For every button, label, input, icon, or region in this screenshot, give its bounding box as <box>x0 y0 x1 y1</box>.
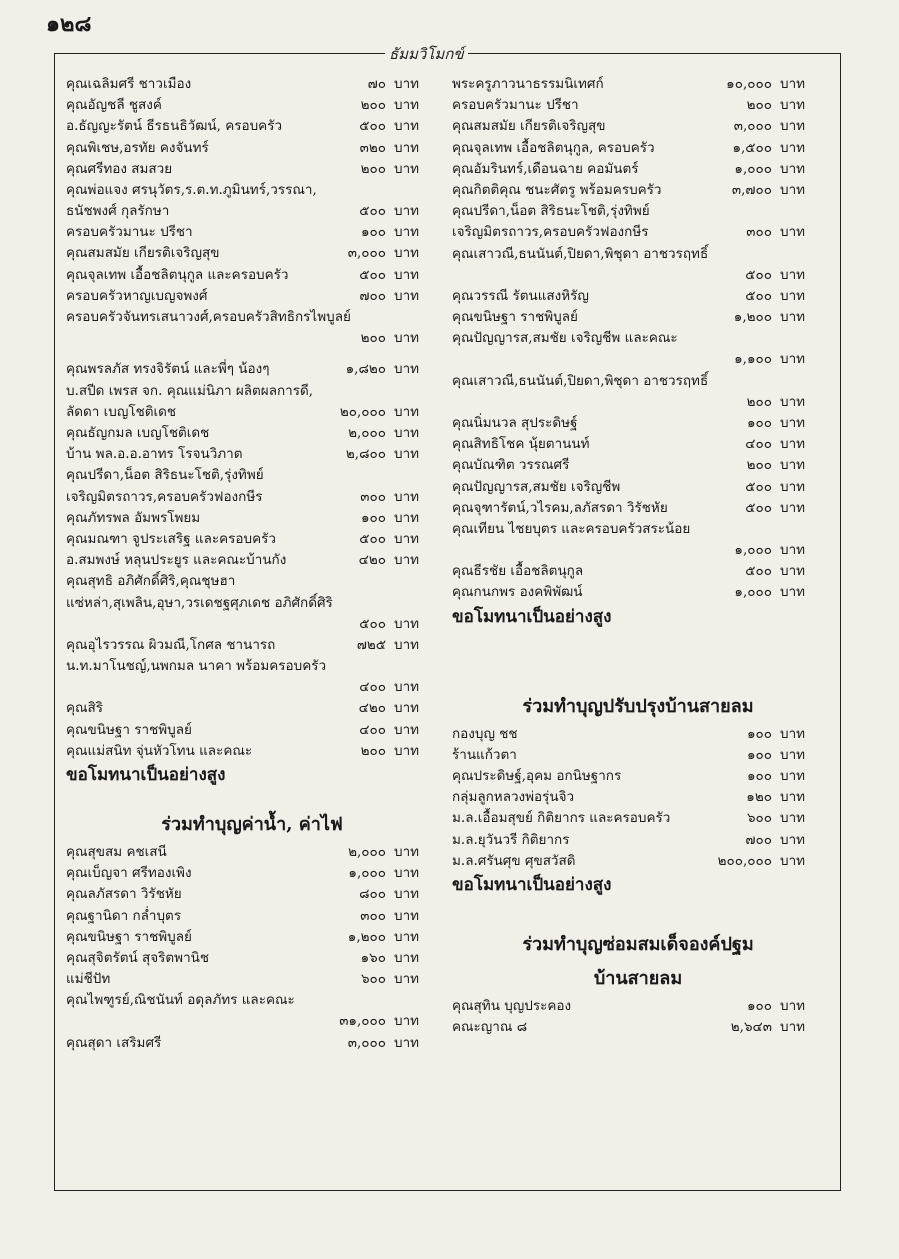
donor-amount: ๑๐๐ <box>746 746 772 763</box>
donor-amount: ๔๒๐ <box>358 552 386 569</box>
donor-name: ม.ล.ศรันศุข ศุขสวัสดิ <box>452 852 576 869</box>
donor-name-line: คุณปัญญารส,สมชัย เจริญชีพ และคณะ <box>452 330 678 347</box>
donor-name: อ.สมพงษ์ หลุนประยูร และคณะบ้านกัง <box>66 552 287 569</box>
currency-unit: บาท <box>780 436 806 453</box>
donor-amount: ๕๐๐ <box>359 203 386 220</box>
donor-name-line: คุณไพฑูรย์,ณิชนันท์ อดุลภัทร และคณะ <box>66 992 295 1009</box>
donor-row <box>66 74 438 95</box>
section-title: ร่วมทำบุญซ่อมสมเด็จองค์ปฐม <box>522 934 754 955</box>
currency-unit: บาท <box>780 789 806 806</box>
donor-row <box>452 1017 824 1038</box>
donor-row <box>452 307 824 328</box>
donor-amount: ๗๐๐ <box>745 831 772 848</box>
donor-row <box>452 766 824 787</box>
donor-name: คุณสิทธิโชค นุ้ยตานนท์ <box>452 436 590 453</box>
donor-amount: ๑,๐๐๐ <box>734 542 772 559</box>
currency-unit: บาท <box>394 865 420 882</box>
donor-amount: ๖๐๐ <box>746 810 772 827</box>
donor-name: คุณนิ่มนวล สุประดิษฐ์ <box>452 414 578 431</box>
donor-row <box>66 423 438 444</box>
donor-amount: ๑,๒๐๐ <box>347 928 386 945</box>
donor-amount: ๒๐๐ <box>746 97 772 114</box>
donor-name: คุณกนกพร องคพิพัฒน์ <box>452 584 583 601</box>
currency-unit: บาท <box>394 403 420 420</box>
donor-name: ครอบครัวมานะ ปรีชา <box>66 224 193 241</box>
donor-name-line: คุณสุทธิ อภิศักดิ์ศิริ,คุณชุษฮา <box>66 573 236 590</box>
donor-row <box>452 745 824 766</box>
donor-amount: ๑,๒๐๐ <box>733 309 772 326</box>
donor-name-line: ครอบครัวจันทรเสนาวงศ์,ครอบครัวสิทธิกรไพบูลย์ <box>66 309 351 326</box>
donor-list <box>66 842 438 990</box>
donor-row <box>452 434 824 455</box>
donor-row <box>452 830 824 851</box>
donor-amount: ๑๐๐ <box>746 997 772 1014</box>
donor-name: คุณสุขสม คชเสนี <box>66 843 167 860</box>
donation-frame <box>54 53 841 1191</box>
donor-row <box>66 842 438 863</box>
currency-unit: บาท <box>780 997 806 1014</box>
currency-unit: บาท <box>394 266 420 283</box>
donor-name: คุณวรรณี รัตนแสงหิรัญ <box>452 287 589 304</box>
currency-unit: บาท <box>780 118 806 135</box>
currency-unit: บาท <box>780 351 806 368</box>
donor-name: คุณลภัสรดา วิรัชหัย <box>66 886 182 903</box>
donor-row <box>452 222 824 243</box>
donor-amount: ๕๐๐ <box>745 287 772 304</box>
donor-amount: ๓,๗๐๐ <box>731 181 772 198</box>
donor-amount: ๓๐๐ <box>360 488 386 505</box>
currency-unit: บาท <box>780 746 806 763</box>
donor-name: คุณกิตติคุณ ชนะศัตรู พร้อมครบครัว <box>452 181 662 198</box>
donor-row <box>66 95 438 116</box>
journal-title: ธัมมวิโมกข์ <box>385 42 468 66</box>
donor-amount: ๒,๐๐๐ <box>348 424 386 441</box>
donor-row <box>452 138 824 159</box>
donor-row <box>66 265 438 286</box>
donor-name: คุณสมสมัย เกียรติเจริญสุข <box>452 118 606 135</box>
currency-unit: บาท <box>780 287 806 304</box>
donor-amount: ๒๐๐ <box>360 97 386 114</box>
donor-name: คุณอัญชลี ชูสงค์ <box>66 97 162 114</box>
donor-amount: ๓๒๐ <box>359 139 386 156</box>
donor-amount: ๔๐๐ <box>359 679 386 696</box>
donor-row <box>452 265 824 286</box>
donor-name: บ้าน พล.อ.อ.อาทร โรจนวิภาต <box>66 446 243 463</box>
page-number: ๑๒๘ <box>46 11 92 37</box>
donor-amount: ๒๐๐ <box>360 160 386 177</box>
donor-amount: ๓,๐๐๐ <box>733 118 772 135</box>
donor-name: แม่ชีปัท <box>66 971 111 988</box>
donor-amount: ๒๐๐ <box>746 393 772 410</box>
donor-name-line: คุณปรีดา,น็อต สิริธนะโชติ,รุ่งทิพย์ <box>452 203 650 220</box>
donor-name: กองบุญ ชช <box>452 725 518 742</box>
currency-unit: บาท <box>394 287 420 304</box>
currency-unit: บาท <box>394 742 420 759</box>
donor-name: คุณแม่สนิท จุ่นหัวโทน และคณะ <box>66 742 253 759</box>
donor-name-line: แซ่หล่า,สุเพลิน,อุษา,วรเดชฐศุภเดช อภิศักดิ์ศิริ <box>66 594 333 611</box>
currency-unit: บาท <box>394 118 420 135</box>
donor-amount: ๑๐๐ <box>746 414 772 431</box>
donor-name: คุณขนิษฐา ราชพิบูลย์ <box>66 928 192 945</box>
currency-unit: บาท <box>394 679 420 696</box>
donor-row <box>452 583 824 604</box>
donor-amount: ๕๐๐ <box>359 530 386 547</box>
currency-unit: บาท <box>780 309 806 326</box>
donor-row <box>452 180 824 201</box>
donor-amount: ๔๒๐ <box>358 700 386 717</box>
donor-amount: ๕๐๐ <box>745 478 772 495</box>
donor-row <box>66 698 438 719</box>
donor-amount: ๘๐๐ <box>359 886 386 903</box>
donor-name: คุณพรลภัส ทรงจิรัตน์ และพี่ๆ น้องๆ <box>66 361 270 378</box>
donor-row <box>66 948 438 969</box>
donor-row <box>452 95 824 116</box>
currency-unit: บาท <box>780 181 806 198</box>
donor-row <box>66 863 438 884</box>
donor-amount: ๒๐๐ <box>746 457 772 474</box>
donor-row <box>452 540 824 561</box>
donor-name-line: คุณปรีดา,น็อต สิริธนะโชติ,รุ่งทิพย์ <box>66 467 264 484</box>
section-title: ร่วมทำบุญปรับปรุงบ้านสายลม <box>522 695 754 717</box>
donor-list <box>66 508 438 572</box>
section-subtitle: บ้านสายลม <box>593 968 683 989</box>
donor-row <box>452 851 824 872</box>
donor-amount: ๒๐๐ <box>360 330 386 347</box>
right-column <box>452 74 824 1038</box>
donor-row <box>66 159 438 180</box>
donor-name-line: คุณเสาวณี,ธนนันต์,ปิยดา,พิชุดา อาชวรฤทธิ์ <box>452 372 709 389</box>
donor-row <box>66 138 438 159</box>
donor-name: คุณเบ็ญจา ศรีทองเพิง <box>66 865 192 882</box>
currency-unit: บาท <box>780 266 806 283</box>
donor-name: คุณสุดา เสริมศรี <box>66 1034 162 1051</box>
donor-row <box>452 996 824 1017</box>
currency-unit: บาท <box>394 843 420 860</box>
donor-list <box>452 286 824 328</box>
thanks-heading: ขอโมทนาเป็นอย่างสูง <box>66 765 226 785</box>
donor-row <box>66 529 438 550</box>
currency-unit: บาท <box>780 584 806 601</box>
donor-amount: ๖๐๐ <box>360 971 386 988</box>
donor-list <box>66 222 438 307</box>
donor-name: คุณพิเชษ,อรทัย คงจันทร์ <box>66 139 209 156</box>
donor-name: คุณอุไรวรรณ ผิวมณี,โกศล ชานารถ <box>66 636 276 653</box>
currency-unit: บาท <box>394 949 420 966</box>
currency-unit: บาท <box>780 499 806 516</box>
donor-list <box>452 413 824 519</box>
donor-amount: ๑,๐๐๐ <box>348 865 386 882</box>
donor-row <box>452 455 824 476</box>
donor-name: คุณศรีทอง สมสวย <box>66 160 173 177</box>
currency-unit: บาท <box>394 907 420 924</box>
currency-unit: บาท <box>780 831 806 848</box>
donor-row <box>66 741 438 762</box>
currency-unit: บาท <box>394 721 420 738</box>
donor-amount: ๒,๘๐๐ <box>345 446 386 463</box>
donor-name-line: คุณพ่อแจง ศรนุวัตร,ร.ต.ท.ภูมินทร์,วรรณา, <box>66 181 317 198</box>
donor-name: คุณปัญญารส,สมชัย เจริญชีพ <box>452 478 621 495</box>
donor-row <box>66 201 438 222</box>
currency-unit: บาท <box>780 97 806 114</box>
donor-row <box>452 159 824 180</box>
donor-list <box>452 724 824 872</box>
donor-amount: ๒๐๐,๐๐๐ <box>717 852 772 869</box>
donor-amount: ๕๐๐ <box>745 499 772 516</box>
donor-name: คณะญาณ ๘ <box>452 1019 528 1036</box>
currency-unit: บาท <box>394 509 420 526</box>
donor-row <box>66 677 438 698</box>
donor-name: ครอบครัวมานะ ปรีชา <box>452 97 579 114</box>
currency-unit: บาท <box>780 478 806 495</box>
left-column <box>66 74 438 1054</box>
donor-name: เจริญมิตรถาวร,ครอบครัวฟองกษีร <box>452 224 649 241</box>
donor-row <box>452 477 824 498</box>
donor-name: คุณจุลเทพ เอื้อชลิตนุกูล, ครอบครัว <box>452 139 655 156</box>
donor-row <box>66 1033 438 1054</box>
currency-unit: บาท <box>394 636 420 653</box>
donor-name: คุณสุจิตรัตน์ สุจริตพานิช <box>66 949 210 966</box>
donor-amount: ๕๐๐ <box>359 118 386 135</box>
donor-name: คุณประดิษฐ์,อุคม อกนิษฐากร <box>452 768 622 785</box>
currency-unit: บาท <box>394 615 420 632</box>
donor-row <box>66 286 438 307</box>
donor-list <box>66 423 438 465</box>
donor-name: คุณธัญกมล เบญโชติเดช <box>66 424 210 441</box>
donor-row <box>66 884 438 905</box>
donor-row <box>452 561 824 582</box>
donor-name: คุณมณฑา จูประเสริฐ และครอบครัว <box>66 530 276 547</box>
donor-amount: ๑๐,๐๐๐ <box>726 75 772 92</box>
currency-unit: บาท <box>394 424 420 441</box>
thanks-heading: ขอโมทนาเป็นอย่างสูง <box>452 606 612 627</box>
currency-unit: บาท <box>780 768 806 785</box>
donor-name: พระครูภาวนาธรรมนิเทศก์ <box>452 75 604 92</box>
donor-name: คุณภัทรพล อัมพรโพยม <box>66 509 201 526</box>
donor-list <box>66 74 438 180</box>
donor-amount: ๗๐๐ <box>359 287 386 304</box>
donor-amount: ๒๐๐ <box>360 742 386 759</box>
currency-unit: บาท <box>394 446 420 463</box>
currency-unit: บาท <box>394 97 420 114</box>
donor-name: กลุ่มลูกหลวงพ่อรุ่นจิว <box>452 789 575 806</box>
donor-amount: ๓,๐๐๐ <box>347 1034 386 1051</box>
currency-unit: บาท <box>780 725 806 742</box>
currency-unit: บาท <box>394 139 420 156</box>
currency-unit: บาท <box>394 330 420 347</box>
donor-row <box>66 116 438 137</box>
donor-amount: ๒,๖๔๓ <box>730 1019 772 1036</box>
donor-name: ธนัชพงศ์ กุลรักษา <box>66 203 170 220</box>
donor-name: เจริญมิตรถาวร,ครอบครัวฟองกษีร <box>66 488 263 505</box>
donor-name: คุณฐานิดา กล่ำบุตร <box>66 907 182 924</box>
donor-name-line: คุณเทียน ไชยบุตร และครอบครัวสระน้อย <box>452 520 691 537</box>
donor-name: ม.ล.เอื้อมสุขย์ กิติยากร และครอบครัว <box>452 810 671 827</box>
donor-name-line: น.ท.มาโนชญ์,นพกมล นาคา พร้อมครอบครัว <box>66 658 327 675</box>
donor-list <box>452 996 824 1038</box>
currency-unit: บาท <box>780 542 806 559</box>
donor-amount: ๒๐,๐๐๐ <box>339 403 386 420</box>
currency-unit: บาท <box>780 224 806 241</box>
currency-unit: บาท <box>780 414 806 431</box>
currency-unit: บาท <box>394 700 420 717</box>
donor-row <box>66 550 438 571</box>
donor-row <box>452 286 824 307</box>
donor-row <box>452 74 824 95</box>
donor-amount: ๑,๑๐๐ <box>734 351 772 368</box>
section-title: ร่วมทำบุญค่าน้ำ, ค่าไฟ <box>161 814 343 835</box>
donor-amount: ๗๒๕ <box>356 636 386 653</box>
currency-unit: บาท <box>394 488 420 505</box>
donor-amount: ๕๐๐ <box>745 563 772 580</box>
donor-amount: ๕๐๐ <box>359 615 386 632</box>
donor-amount: ๓๐๐ <box>746 224 772 241</box>
donor-amount: ๓,๐๐๐ <box>347 245 386 262</box>
donor-name: คุณบัณฑิต วรรณศรี <box>452 457 570 474</box>
donor-list <box>452 74 824 201</box>
donor-name: คุณธีรชัย เอื้อชลิตนุกูล <box>452 563 584 580</box>
donor-row <box>66 244 438 265</box>
donor-row <box>66 487 438 508</box>
donor-row <box>66 1012 438 1033</box>
currency-unit: บาท <box>394 224 420 241</box>
currency-unit: บาท <box>780 457 806 474</box>
currency-unit: บาท <box>394 75 420 92</box>
donor-row <box>452 116 824 137</box>
thanks-heading: ขอโมทนาเป็นอย่างสูง <box>452 875 612 895</box>
donor-name: ลัดดา เบญโชติเดช <box>66 403 177 420</box>
donor-amount: ๑๖๐ <box>360 949 386 966</box>
donor-row <box>452 808 824 829</box>
donor-name: คุณสมสมัย เกียรติเจริญสุข <box>66 245 220 262</box>
currency-unit: บาท <box>780 852 806 869</box>
donor-row <box>66 508 438 529</box>
donor-name: คุณสิริ <box>66 700 104 717</box>
donor-row <box>452 349 824 370</box>
donor-amount: ๑๐๐ <box>746 768 772 785</box>
donor-amount: ๓๑,๐๐๐ <box>339 1013 386 1030</box>
donor-row <box>66 635 438 656</box>
donor-name: อ.ธัญญะรัตน์ ธีรธนธิวัฒน์, ครอบครัว <box>66 118 283 135</box>
donor-amount: ๑๐๐ <box>360 509 386 526</box>
currency-unit: บาท <box>780 393 806 410</box>
donor-row <box>66 927 438 948</box>
currency-unit: บาท <box>394 886 420 903</box>
donor-name-line: คุณเสาวณี,ธนนันต์,ปิยดา,พิชุดา อาชวรฤทธิ์ <box>452 245 709 262</box>
donor-row <box>452 413 824 434</box>
donor-row <box>66 222 438 243</box>
donor-list <box>452 561 824 603</box>
donor-name: ร้านแก้วตา <box>452 746 517 763</box>
donor-amount: ๔๐๐ <box>745 436 772 453</box>
donor-row <box>66 402 438 423</box>
currency-unit: บาท <box>780 563 806 580</box>
donor-name: คุณเฉลิมศรี ชาวเมือง <box>66 75 192 92</box>
currency-unit: บาท <box>394 530 420 547</box>
donor-amount: ๑,๘๒๐ <box>345 361 386 378</box>
donor-row <box>66 720 438 741</box>
currency-unit: บาท <box>780 160 806 177</box>
donor-amount: ๗๐ <box>367 75 386 92</box>
donor-row <box>66 359 438 380</box>
donor-name: ครอบครัวหาญเบญจพงศ์ <box>66 287 208 304</box>
donor-row <box>66 444 438 465</box>
currency-unit: บาท <box>394 552 420 569</box>
donor-amount: ๑,๐๐๐ <box>734 584 772 601</box>
donor-amount: ๒,๐๐๐ <box>348 843 386 860</box>
donor-name: คุณจุลเทพ เอื้อชลิตนุกูล และครอบครัว <box>66 266 289 283</box>
currency-unit: บาท <box>780 75 806 92</box>
currency-unit: บาท <box>780 810 806 827</box>
donor-amount: ๑๒๐ <box>746 789 772 806</box>
currency-unit: บาท <box>780 1019 806 1036</box>
donor-list <box>66 698 438 762</box>
currency-unit: บาท <box>394 203 420 220</box>
currency-unit: บาท <box>394 971 420 988</box>
currency-unit: บาท <box>394 1034 420 1051</box>
donor-amount: ๓๐๐ <box>360 907 386 924</box>
donor-name: คุณสุทิน บุญประคอง <box>452 997 572 1014</box>
donor-name: คุณจุฑารัตน์,วไรคม,ลภัสรดา วิรัชหัย <box>452 499 668 516</box>
donor-name: ม.ล.ยุวันวรี กิติยากร <box>452 831 570 848</box>
donor-row <box>66 969 438 990</box>
donor-amount: ๑๐๐ <box>360 224 386 241</box>
donor-row <box>452 392 824 413</box>
currency-unit: บาท <box>394 245 420 262</box>
donor-amount: ๑๐๐ <box>746 725 772 742</box>
currency-unit: บาท <box>394 361 420 378</box>
donor-amount: ๕๐๐ <box>745 266 772 283</box>
donor-row <box>66 614 438 635</box>
donor-row <box>66 906 438 927</box>
donor-row <box>66 328 438 349</box>
donor-amount: ๑,๕๐๐ <box>732 139 772 156</box>
currency-unit: บาท <box>780 139 806 156</box>
donor-row <box>452 498 824 519</box>
donor-name-line: บ.สปีด เพรส จก. คุณแม่นิภา ผลิตผลการดี, <box>66 382 314 399</box>
donor-name: คุณขนิษฐา ราชพิบูลย์ <box>452 309 578 326</box>
currency-unit: บาท <box>394 928 420 945</box>
currency-unit: บาท <box>394 160 420 177</box>
donor-row <box>452 724 824 745</box>
donor-amount: ๑,๐๐๐ <box>734 160 772 177</box>
donor-row <box>452 787 824 808</box>
currency-unit: บาท <box>394 1013 420 1030</box>
donor-name: คุณอัมรินทร์,เดือนฉาย คอมันตร์ <box>452 160 639 177</box>
donor-amount: ๕๐๐ <box>359 266 386 283</box>
donor-amount: ๔๐๐ <box>359 721 386 738</box>
donor-name: คุณขนิษฐา ราชพิบูลย์ <box>66 721 192 738</box>
